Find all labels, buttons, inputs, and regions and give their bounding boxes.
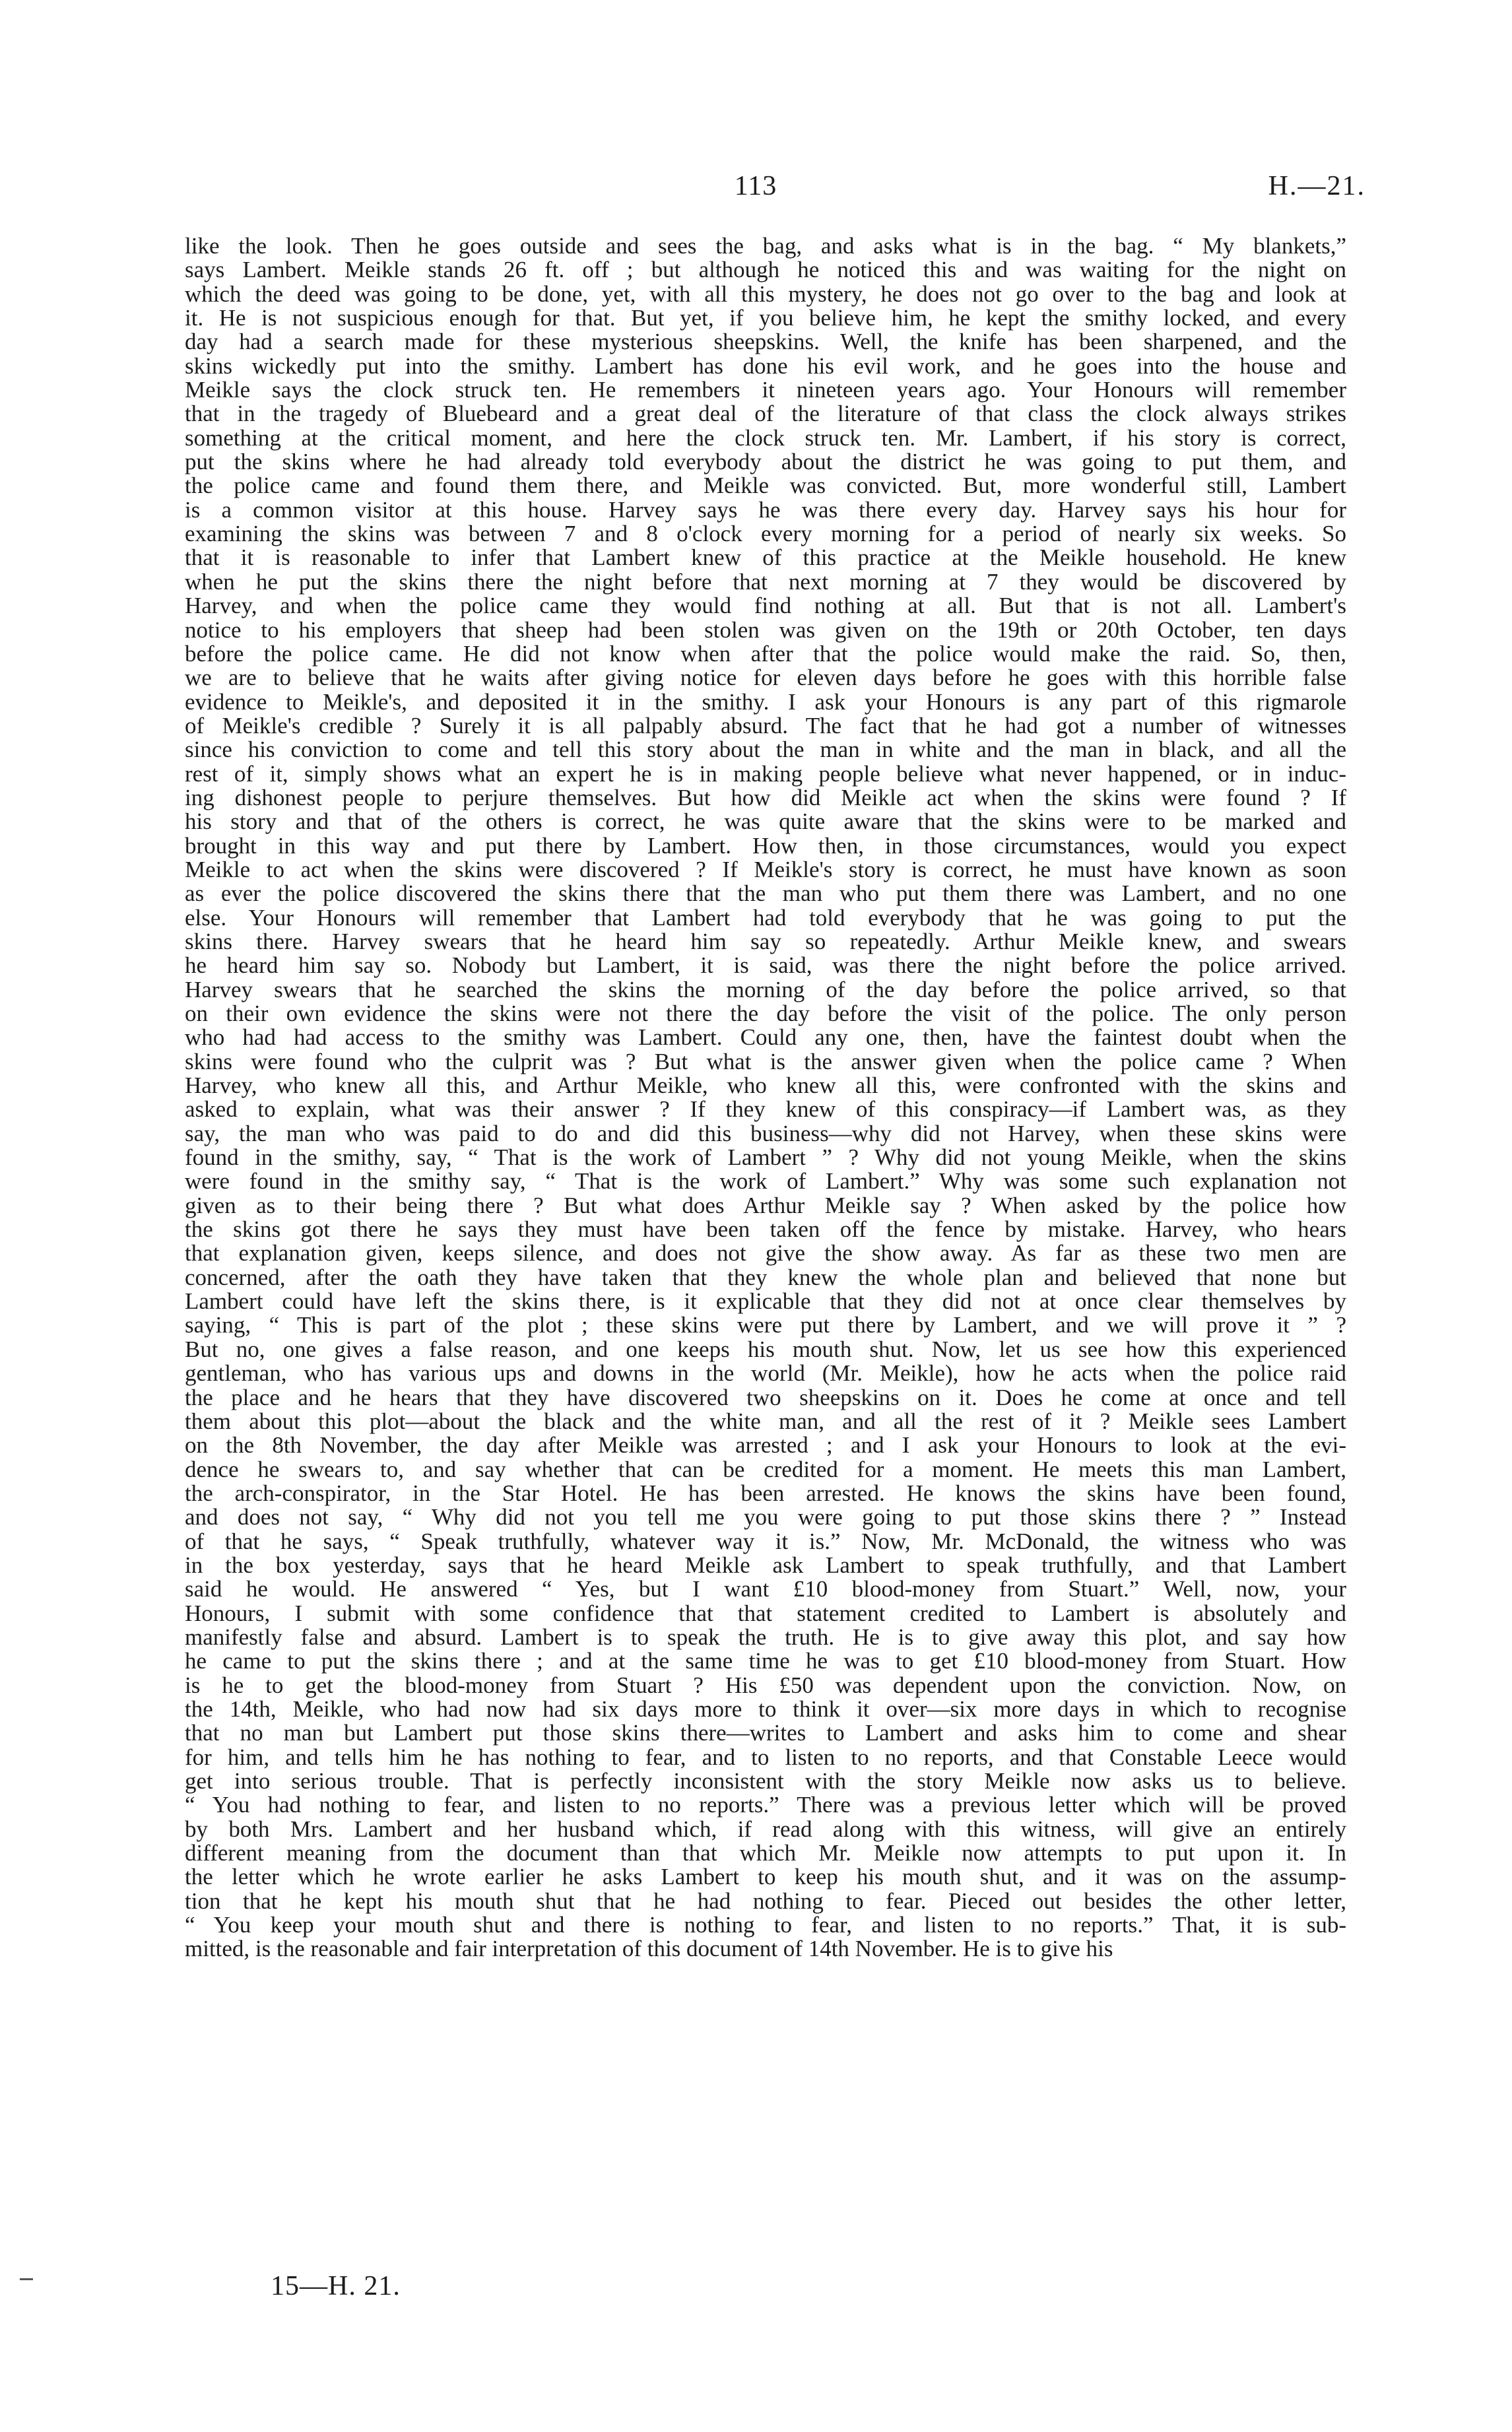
- body-line: manifestly false and absurd. Lambert is to speak the truth. He is to give away this plot, and say how: [185, 1624, 1346, 1650]
- page-number: 113: [734, 171, 777, 201]
- body-line: But no, one gives a false reason, and one keeps his mouth shut. Now, let us see how this experienced: [185, 1336, 1346, 1362]
- body-line: tion that he kept his mouth shut that he had nothing to fear. Pieced out besides the other letter,: [185, 1888, 1346, 1914]
- body-line: day had a search made for these mysterious sheepskins. Well, the knife has been sharpened, and the: [185, 329, 1346, 355]
- body-line: since his conviction to come and tell this story about the man in white and the man in black, and all the: [185, 737, 1346, 763]
- body-line: as ever the police discovered the skins there that the man who put them there was Lambert, and no one: [185, 880, 1346, 907]
- body-line: put the skins where he had already told everybody about the district he was going to put them, and: [185, 449, 1346, 475]
- body-line: saying, “ This is part of the plot ; these skins were put there by Lambert, and we will prove it ” ?: [185, 1312, 1346, 1338]
- body-line: gentleman, who has various ups and downs in the world (Mr. Meikle), how he acts when the police raid: [185, 1360, 1346, 1387]
- body-line: the 14th, Meikle, who had now had six days more to think it over—six more days in which to recognise: [185, 1695, 1346, 1722]
- body-line: for him, and tells him he has nothing to fear, and to listen to no reports, and that Constable Leece would: [185, 1744, 1346, 1770]
- body-line: the arch-conspirator, in the Star Hotel. He has been arrested. He knows the skins have been found,: [185, 1480, 1346, 1506]
- body-line: is a common visitor at this house. Harvey says he was there every day. Harvey says his hour for: [185, 496, 1346, 523]
- body-line: before the police came. He did not know when after that the police would make the raid. So, then,: [185, 640, 1346, 667]
- body-line: Honours, I submit with some confidence that that statement credited to Lambert is absolutely and: [185, 1600, 1346, 1626]
- document-reference: H.—21.: [1268, 171, 1365, 201]
- body-line: Meikle says the clock struck ten. He remembers it nineteen years ago. Your Honours will remember: [185, 377, 1346, 403]
- body-line: we are to believe that he waits after giving notice for eleven days before he goes with this horrible false: [185, 665, 1346, 691]
- body-line: skins wickedly put into the smithy. Lambert has done his evil work, and he goes into the house and: [185, 352, 1346, 379]
- body-line: asked to explain, what was their answer ? If they knew of this conspiracy—if Lambert was, as they: [185, 1096, 1346, 1123]
- body-line: his story and that of the others is correct, he was quite aware that the skins were to be marked and: [185, 808, 1346, 835]
- body-text: [185, 234, 1346, 1961]
- body-line: different meaning from the document than that which Mr. Meikle now attempts to put upon it. In: [185, 1840, 1346, 1866]
- body-line: ing dishonest people to perjure themselves. But how did Meikle act when the skins were found ? If: [185, 784, 1346, 810]
- body-line: else. Your Honours will remember that Lambert had told everybody that he was going to put the: [185, 904, 1346, 931]
- body-line: Harvey, and when the police came they would find nothing at all. But that is not all. Lambert's: [185, 593, 1346, 619]
- body-line: that in the tragedy of Bluebeard and a great deal of the literature of that class the clock always strikes: [185, 401, 1346, 427]
- body-line: something at the critical moment, and here the clock struck ten. Mr. Lambert, if his story is correct,: [185, 424, 1346, 451]
- body-line: says Lambert. Meikle stands 26 ft. off ; but although he noticed this and was waiting for the night on: [185, 257, 1346, 283]
- body-line: the letter which he wrote earlier he asks Lambert to keep his mouth shut, and it was on the assump-: [185, 1864, 1346, 1890]
- body-line: examining the skins was between 7 and 8 o'clock every morning for a period of nearly six weeks. So: [185, 521, 1346, 547]
- body-line: mitted, is the reasonable and fair interpretation of this document of 14th November. He is to give his: [185, 1936, 1113, 1962]
- body-line: “ You had nothing to fear, and listen to no reports.” There was a previous letter which will be proved: [185, 1792, 1346, 1818]
- body-line: dence he swears to, and say whether that can be credited for a moment. He meets this man Lambert,: [185, 1456, 1346, 1482]
- body-line: concerned, after the oath they have taken that they knew the whole plan and believed that none but: [185, 1264, 1346, 1290]
- body-line: notice to his employers that sheep had been stolen was given on the 19th or 20th October, ten days: [185, 616, 1346, 643]
- body-line: on their own evidence the skins were not there the day before the visit of the police. The only person: [185, 1001, 1346, 1026]
- body-line: on the 8th November, the day after Meikle was arrested ; and I ask your Honours to look at the evi-: [185, 1432, 1346, 1459]
- body-line: Meikle to act when the skins were discovered ? If Meikle's story is correct, he must have known as soon: [185, 856, 1346, 882]
- body-line: is he to get the blood-money from Stuart ? His £50 was dependent upon the conviction. Now, on: [185, 1672, 1346, 1698]
- body-line: of Meikle's credible ? Surely it is all palpably absurd. The fact that he had got a number of witnesses: [185, 712, 1346, 739]
- body-line: said he would. He answered “ Yes, but I want £10 blood-money from Stuart.” Well, now, your: [185, 1576, 1346, 1602]
- body-line: and does not say, “ Why did not you tell me you were going to put those skins there ? ” Instead: [185, 1504, 1346, 1530]
- body-line: who had had access to the smithy was Lambert. Could any one, then, have the faintest doubt when the: [185, 1024, 1346, 1051]
- body-line: say, the man who was paid to do and did this business—why did not Harvey, when these skins were: [185, 1120, 1346, 1146]
- body-line: Harvey, who knew all this, and Arthur Meikle, who knew all this, were confronted with the skins and: [185, 1072, 1346, 1099]
- body-line: he heard him say so. Nobody but Lambert, it is said, was there the night before the police arrived.: [185, 952, 1346, 979]
- body-line: given as to their being there ? But what does Arthur Meikle say ? When asked by the police how: [185, 1192, 1346, 1218]
- body-line: were found in the smithy say, “ That is the work of Lambert.” Why was some such explanation not: [185, 1168, 1346, 1195]
- body-line: skins were found who the culprit was ? But what is the answer given when the police came ? When: [185, 1048, 1346, 1074]
- body-line: when he put the skins there the night before that next morning at 7 they would be discovered by: [185, 568, 1346, 595]
- body-line: brought in this way and put there by Lambert. How then, in those circumstances, would you expect: [185, 832, 1346, 859]
- body-line: get into serious trouble. That is perfectly inconsistent with the story Meikle now asks us to believe.: [185, 1768, 1346, 1794]
- body-line: it. He is not suspicious enough for that. But yet, if you believe him, he kept the smithy locked, and every: [185, 305, 1346, 331]
- footer-signature-reference: 15—H. 21.: [271, 2271, 401, 2301]
- body-line: that explanation given, keeps silence, and does not give the show away. As far as these two men are: [185, 1240, 1346, 1266]
- body-line: them about this plot—about the black and the white man, and all the rest of it ? Meikle sees Lambert: [185, 1408, 1346, 1434]
- margin-mark: [20, 2278, 33, 2280]
- body-line: Lambert could have left the skins there, is it explicable that they did not at once clear themselves by: [185, 1288, 1346, 1315]
- body-line: the police came and found them there, and Meikle was convicted. But, more wonderful still, Lambert: [185, 473, 1346, 499]
- body-line: rest of it, simply shows what an expert he is in making people believe what never happened, or in induc-: [185, 760, 1346, 787]
- body-line: “ You keep your mouth shut and there is nothing to fear, and listen to no reports.” That, it is sub-: [185, 1912, 1346, 1938]
- body-line: he came to put the skins there ; and at the same time he was to get £10 blood-money from Stuart. How: [185, 1648, 1346, 1674]
- body-line: of that he says, “ Speak truthfully, whatever way it is.” Now, Mr. McDonald, the witness who was: [185, 1528, 1346, 1554]
- body-line: which the deed was going to be done, yet, with all this mystery, he does not go over to the bag and look at: [185, 280, 1346, 307]
- body-line: like the look. Then he goes outside and sees the bag, and asks what is in the bag. “ My blankets,”: [185, 233, 1346, 259]
- body-line: skins there. Harvey swears that he heard him say so repeatedly. Arthur Meikle knew, and swears: [185, 928, 1346, 954]
- body-line: the place and he hears that they have discovered two sheepskins on it. Does he come at once and tell: [185, 1384, 1346, 1410]
- body-line: the skins got there he says they must have been taken off the fence by mistake. Harvey, who hears: [185, 1216, 1346, 1243]
- body-line: that it is reasonable to infer that Lambert knew of this practice at the Meikle household. He knew: [185, 544, 1346, 571]
- body-line: in the box yesterday, says that he heard Meikle ask Lambert to speak truthfully, and that Lambert: [185, 1552, 1346, 1578]
- body-line: Harvey swears that he searched the skins the morning of the day before the police arrived, so that: [185, 976, 1346, 1002]
- body-line: by both Mrs. Lambert and her husband which, if read along with this witness, will give an entirely: [185, 1816, 1346, 1842]
- body-line: found in the smithy, say, “ That is the work of Lambert ” ? Why did not young Meikle, when the skins: [185, 1144, 1346, 1171]
- body-line: that no man but Lambert put those skins there—writes to Lambert and asks him to come and shear: [185, 1720, 1346, 1746]
- body-line: evidence to Meikle's, and deposited it in the smithy. I ask your Honours is any part of this rigmarole: [185, 688, 1346, 715]
